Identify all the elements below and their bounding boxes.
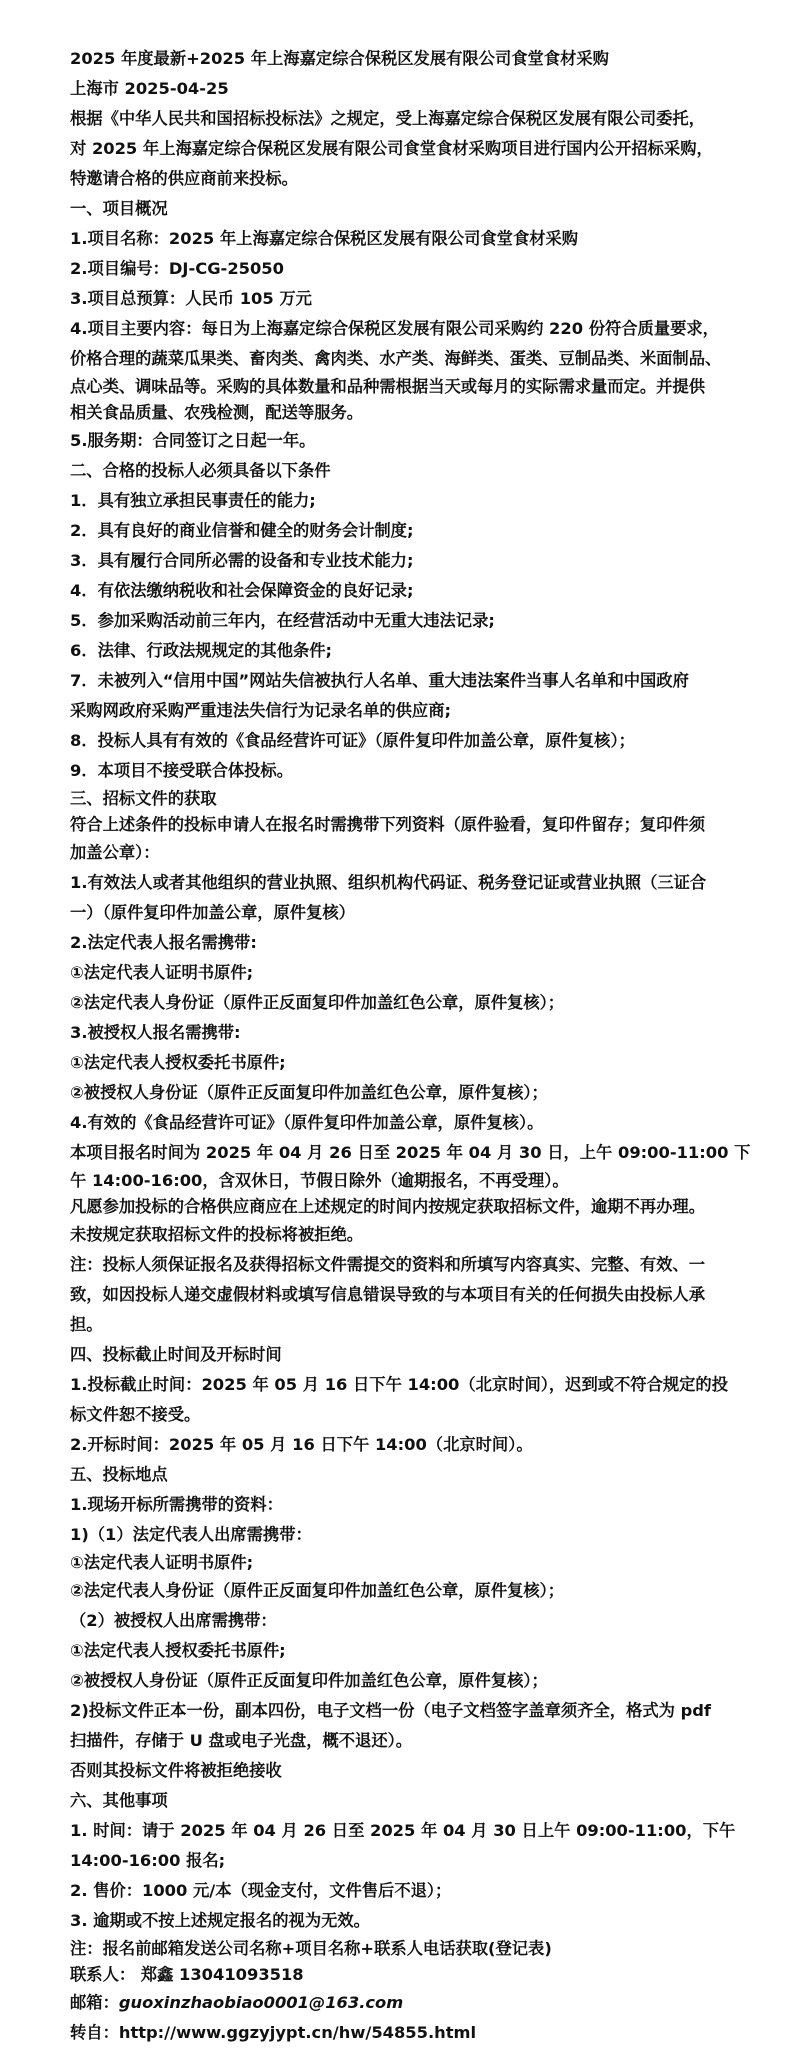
documents-line: 4.有效的《食品经营许可证》（原件复印件加盖公章，原件复核）。 [70,1113,544,1132]
qualification-item: 8．投标人具有有效的《食品经营许可证》（原件复印件加盖公章，原件复核）； [70,731,635,750]
other-line: 3. 逾期或不按上述规定报名的视为无效。 [70,1911,370,1930]
registration-note: 注：报名前邮箱发送公司名称+项目名称+联系人电话获取(登记表) [70,1939,552,1958]
qualification-item: 9．本项目不接受联合体投标。 [70,761,293,780]
qualification-item: 7．未被列入“信用中国”网站失信被执行人名单、重大违法案件当事人名单和中国政府 [70,671,689,690]
documents-line: 午 14:00-16:00，含双休日，节假日除外（逾期报名，不再受理）。 [70,1171,569,1190]
location-line: ①法定代表人授权委托书原件; [70,1641,286,1660]
documents-line: 1.有效法人或者其他组织的营业执照、组织机构代码证、税务登记证或营业执照（三证合 [70,873,707,892]
location-line: 1.现场开标所需携带的资料： [70,1495,283,1514]
source-label: 转自： [70,2023,119,2042]
documents-line: 凡愿参加投标的合格供应商应在上述规定的时间内按规定获取招标文件，逾期不再办理。 [70,1197,705,1216]
location-line: 1)（1）法定代表人出席需携带： [70,1525,312,1544]
deadline-line: 1.投标截止时间：2025 年 05 月 16 日下午 14:00（北京时间），迟到或不符合规定的投 [70,1375,728,1394]
qualification-item: 采购网政府采购严重违法失信行为记录名单的供应商; [70,701,451,720]
location-line: 2)投标文件正本一份，副本四份，电子文档一份（电子文档签字盖章须齐全，格式为 pdf [70,1701,711,1720]
qualification-item: 1．具有独立承担民事责任的能力; [70,491,316,510]
section-heading-qualifications: 二、合格的投标人必须具备以下条件 [70,461,331,480]
documents-line: ①法定代表人授权委托书原件; [70,1053,286,1072]
qualification-item: 2．具有良好的商业信誉和健全的财务会计制度; [70,521,414,540]
intro-line: 特邀请合格的供应商前来投标。 [70,169,298,188]
section-heading-deadline: 四、投标截止时间及开标时间 [70,1345,282,1364]
location-date: 上海市 2025-04-25 [70,79,229,98]
section-heading-other: 六、其他事项 [70,1791,168,1810]
location-line: 否则其投标文件将被拒绝接收 [70,1761,282,1780]
overview-line: 点心类、调味品等。采购的具体数量和品种需根据当天或每月的实际需求量而定。并提供 [70,377,705,396]
other-line: 14:00-16:00 报名; [70,1851,226,1870]
section-heading-overview: 一、项目概况 [70,199,168,218]
documents-line: 担。 [70,1315,103,1334]
email-row [70,1988,762,2018]
intro-line: 根据《中华人民共和国招标投标法》之规定，受上海嘉定综合保税区发展有限公司委托， [70,109,705,128]
location-line: 扫描件，存储于 U 盘或电子光盘，概不退还）。 [70,1731,413,1750]
source-link[interactable]: http://www.ggzyjypt.cn/hw/54855.html [118,2023,477,2042]
deadline-line: 2.开标时间：2025 年 05 月 16 日下午 14:00（北京时间）。 [70,1435,533,1454]
section-heading-documents: 三、招标文件的获取 [70,789,217,808]
documents-line: ②被授权人身份证（原件正反面复印件加盖红色公章，原件复核）； [70,1083,548,1102]
overview-line: 5.服务期：合同签订之日起一年。 [70,431,316,450]
location-line: ②法定代表人身份证（原件正反面复印件加盖红色公章，原件复核）； [70,1581,565,1600]
documents-line: 未按规定获取招标文件的投标将被拒绝。 [70,1225,364,1244]
documents-line: 本项目报名时间为 2025 年 04 月 26 日至 2025 年 04 月 30 日，上午 09:00-11:00 下 [70,1143,751,1162]
documents-line: 注：投标人须保证报名及获得招标文件需提交的资料和所填写内容真实、完整、有效、一 [70,1255,705,1274]
email-label: 邮箱： [70,1993,119,2012]
documents-line: 2.法定代表人报名需携带: [70,933,257,952]
deadline-line: 标文件恕不接受。 [70,1405,201,1424]
section-heading-location: 五、投标地点 [70,1465,168,1484]
overview-line: 相关食品质量、农残检测，配送等服务。 [70,403,364,422]
documents-line: 一）（原件复印件加盖公章，原件复核） [70,903,355,922]
overview-line: 4.项目主要内容：每日为上海嘉定综合保税区发展有限公司采购约 220 份符合质量要求， [70,319,719,338]
documents-line: 3.被授权人报名需携带: [70,1023,241,1042]
overview-line: 2.项目编号：DJ-CG-25050 [70,259,284,278]
qualification-item: 6．法律、行政法规规定的其他条件; [70,641,333,660]
doc-title: 2025 年度最新+2025 年上海嘉定综合保税区发展有限公司食堂食材采购 [70,49,609,68]
documents-line: 符合上述条件的投标申请人在报名时需携带下列资料（原件验看，复印件留存；复印件须 [70,815,705,834]
qualification-item: 4．有依法缴纳税收和社会保障资金的良好记录; [70,581,414,600]
documents-line: ①法定代表人证明书原件; [70,963,254,982]
contact-person: 联系人： 郑鑫 13041093518 [70,1965,304,1984]
intro-line: 对 2025 年上海嘉定综合保税区发展有限公司食堂食材采购项目进行国内公开招标采购， [70,139,713,158]
overview-line: 1.项目名称：2025 年上海嘉定综合保税区发展有限公司食堂食材采购 [70,229,579,248]
qualification-item: 5．参加采购活动前三年内，在经营活动中无重大违法记录; [70,611,495,630]
documents-line: 加盖公章）： [70,843,160,862]
location-line: ①法定代表人证明书原件; [70,1553,254,1572]
documents-line: 致，如因投标人递交虚假材料或填写信息错误导致的与本项目有关的任何损失由投标人承 [70,1285,705,1304]
overview-line: 价格合理的蔬菜瓜果类、畜肉类、禽肉类、水产类、海鲜类、蛋类、豆制品类、米面制品、 [70,349,722,368]
other-line: 1. 时间：请于 2025 年 04 月 26 日至 2025 年 04 月 30 日上午 09:00-11:00，下午 [70,1821,736,1840]
overview-line: 3.项目总预算：人民币 105 万元 [70,289,312,308]
documents-line: ②法定代表人身份证（原件正反面复印件加盖红色公章，原件复核）； [70,993,565,1012]
source-row [70,2018,762,2048]
email-link[interactable]: guoxinzhaobiao0001@163.com [118,1993,404,2012]
qualification-item: 3．具有履行合同所必需的设备和专业技术能力; [70,551,414,570]
other-line: 2. 售价：1000 元/本（现金支付，文件售后不退）； [70,1881,452,1900]
location-line: （2）被授权人出席需携带： [70,1611,277,1630]
location-line: ②被授权人身份证（原件正反面复印件加盖红色公章，原件复核）； [70,1671,548,1690]
